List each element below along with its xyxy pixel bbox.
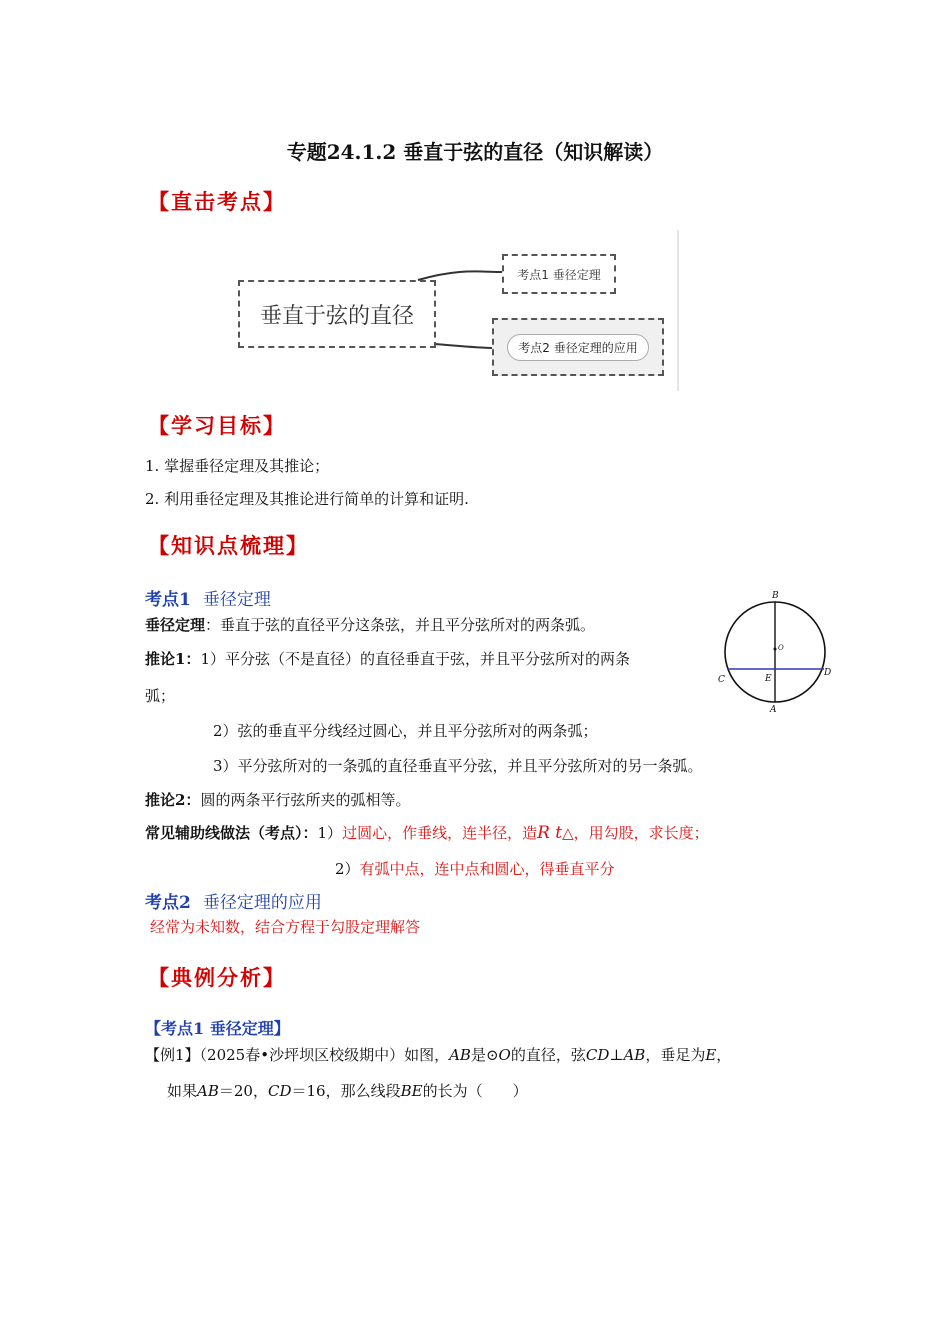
kaodian-1-label: 考点1 — [145, 590, 191, 610]
theorem-label: 垂径定理 — [145, 616, 206, 634]
page-title: 专题24.1.2 垂直于弦的直径（知识解读） — [286, 140, 664, 164]
label-b: B — [772, 591, 779, 601]
section-heading-zhiji: 【直击考点】 — [148, 189, 286, 214]
var-ab-2: AB — [623, 1046, 646, 1064]
example-1-line-2 — [167, 1080, 528, 1101]
section-heading-fenxi: 【典例分析】 — [148, 965, 286, 990]
label-o: O — [778, 644, 784, 652]
goal-item-2: 2. 利用垂径定理及其推论进行简单的计算和证明. — [145, 490, 469, 508]
example-text-3: ⊥ — [609, 1046, 624, 1064]
example-text-7: ＝20， — [218, 1082, 268, 1100]
aux-text-2: 有弧中点，连中点和圆心，得垂直平分 — [359, 860, 615, 878]
section-heading-shuli: 【知识点梳理】 — [148, 533, 309, 558]
mind-map-node-2 — [492, 318, 664, 376]
tuilun2-text: 圆的两条平行弦所夹的弧相等。 — [200, 791, 411, 809]
example-text-6: 如果 — [167, 1082, 198, 1100]
aux-text-1a: 过圆心，作垂线，连半径，造 — [342, 824, 538, 842]
aux-rt: R t — [537, 823, 563, 843]
label-a: A — [770, 705, 777, 715]
tuilun2-label: 推论2： — [145, 791, 201, 809]
var-o: O — [498, 1046, 511, 1064]
aux-label: 常见辅助线做法（考点）： — [145, 824, 318, 842]
tuilun1-item2: 2）弦的垂直平分线经过圆心，并且平分弦所对的两条弧； — [213, 722, 598, 740]
example-text-1: 是⊙ — [470, 1046, 499, 1064]
goal-item-1: 1. 掌握垂径定理及其推论； — [145, 457, 330, 475]
kaodian-2-label: 考点2 — [145, 893, 191, 913]
aux-num-2: 2） — [335, 860, 360, 878]
var-be: BE — [400, 1082, 423, 1100]
center-point — [774, 648, 777, 651]
tuilun1-label: 推论1： — [145, 650, 201, 668]
aux-num-1: 1） — [317, 824, 343, 842]
tuilun1-item1: 1）平分弦（不是直径）的直径垂直于弦，并且平分弦所对的两条 — [200, 650, 630, 668]
example-source: （2025春•沙坪坝区校级期中）如图， — [199, 1046, 450, 1064]
example-1-line-1 — [145, 1044, 731, 1065]
example-section-heading: 【考点1 垂径定理】 — [145, 1019, 290, 1038]
example-text-8: ＝16，那么线段 — [291, 1082, 401, 1100]
mind-map-node-1 — [502, 254, 616, 294]
aux-line-1 — [145, 822, 709, 843]
var-cd: CD — [585, 1046, 610, 1064]
mind-map-node-2-label: 考点2 垂径定理的应用 — [507, 334, 648, 361]
example-text-9: 的长为（ ） — [422, 1082, 528, 1100]
var-ab: AB — [449, 1046, 471, 1064]
theorem-text: ：垂直于弦的直径平分这条弦，并且平分弦所对的两条弧。 — [205, 616, 596, 634]
kaodian-2-heading — [145, 888, 322, 913]
kaodian-2-name: 垂径定理的应用 — [202, 893, 322, 913]
aux-text-1b: △，用勾股，求长度； — [562, 824, 709, 842]
kaodian-2-desc: 经常为未知数，结合方程于勾股定理解答 — [150, 918, 421, 936]
label-d: D — [824, 668, 832, 678]
example-text-5: ， — [716, 1046, 732, 1064]
mind-map — [230, 228, 690, 393]
label-c: C — [718, 675, 725, 685]
aux-line-2 — [335, 858, 615, 879]
tuilun1-item1-cont: 弧； — [145, 687, 176, 705]
tuilun2-line — [145, 789, 410, 810]
label-e: E — [765, 674, 772, 684]
mind-map-center: 垂直于弦的直径 — [238, 280, 436, 348]
theorem-line — [145, 614, 595, 635]
var-e: E — [705, 1046, 717, 1064]
circle-figure — [710, 585, 840, 720]
var-cd-2: CD — [267, 1082, 292, 1100]
kaodian-1-heading — [145, 585, 271, 610]
tuilun1-item3: 3）平分弦所对的一条弧的直径垂直平分弦，并且平分弦所对的另一条弧。 — [213, 757, 703, 775]
example-text-2: 的直径，弦 — [510, 1046, 586, 1064]
example-tag: 【例1】 — [145, 1046, 200, 1064]
var-ab-3: AB — [197, 1082, 219, 1100]
kaodian-1-name: 垂径定理 — [202, 590, 271, 610]
tuilun1-line1 — [145, 648, 630, 669]
example-text-4: ，垂足为 — [645, 1046, 706, 1064]
mind-map-node-1-label: 考点1 垂径定理 — [517, 267, 601, 282]
section-heading-mubiao: 【学习目标】 — [148, 413, 286, 438]
